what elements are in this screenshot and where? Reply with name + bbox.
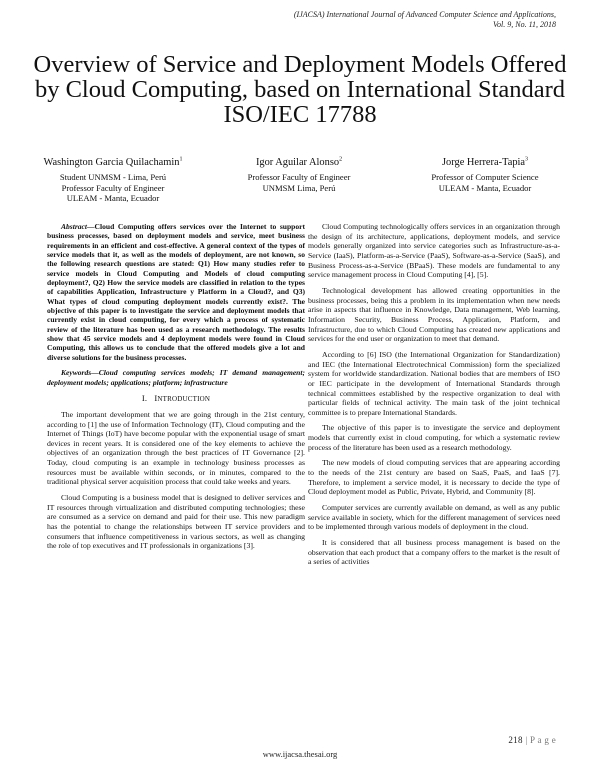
running-head <box>136 10 556 30</box>
keywords-text: —Cloud computing services models; IT demand management; deployment models; applications; platform; infrastructure <box>47 368 305 387</box>
author-sup: 1 <box>179 156 183 163</box>
author-affiliation: ULEAM - Manta, Ecuador <box>438 182 532 193</box>
author-affiliation: ULEAM - Manta, Ecuador <box>66 193 160 204</box>
body-paragraph: Cloud Computing is a business model that is designed to deliver services and IT resources through virtualization and distributed computing technologies; these are consumed as a service on demand and paid for their use. This new paradigm has the potential to change the relationships between IT service providers and consumers that influence competitiveness in various sectors, as well as changing the role of top executives and IT professionals in organizations [3]. <box>47 493 305 551</box>
paper-title: Overview of Service and Deployment Models Offered by Cloud Computing, based on International Standard ISO/IEC 17788 <box>33 51 567 128</box>
author-affiliation: Professor Faculty of Engineer <box>61 182 165 193</box>
author-sup: 3 <box>525 156 529 163</box>
section-first-letter: I <box>154 392 158 403</box>
journal-volume: Vol. 9, No. 11, 2018 <box>493 20 556 29</box>
page-separator: | <box>522 735 530 745</box>
body-paragraph: According to [6] ISO (the International Organization for Standardization) and IEC (the International Electrotechnical Commission) form the specialized system for worldwide standardization. National bodies that are members of ISO or IEC participate in the development of International Standards through technical committees established by the respective organization to deal with particular fields of technical activity. The main task of the joint technical committee is to prepare International Standards. <box>308 349 560 417</box>
body-paragraph: Computer services are currently available on demand, as well as any public service available in society, which for the different management of services need to be implemented through various models of deployment in the cloud. <box>308 503 560 532</box>
author-name: Washington Garcia Quilachamin <box>43 157 180 168</box>
abstract-text: —Cloud Computing offers services over the Internet to support business processes, based on deployment models and service, meet business requirements in an efficient and cost-effective. A general context of the types of service models that it, as well as the models of deployment, are not known, so the following research questions are stated: Q1) How many studies refer to service models in Cloud Computing and Models of cloud computing deployment?, Q2) How the service models are classified in relation to the types of capabilities Application, Infrastructure y Platform in a Cloud?, and Q3) What types of cloud computing deployment models currently exist?. The objective of this paper is to investigate the service and deployment models that currently exist in cloud computing, for every which a process of systematic review of the literature has been used as a research methodology. The results show that 45 service models and 4 deployment models were found in Cloud Computing, this allows us to conclude that the offered models give a lot and diverse solutions for the business processes. <box>47 222 305 362</box>
author-3 <box>390 156 580 193</box>
author-sup: 2 <box>339 156 343 163</box>
body-paragraph: The important development that we are going through in the 21st century, according to [1] the use of Information Technology (IT), Cloud computing and the Internet of Things (IoT) have become popular with the exponential usage of smart devices in recent years. It is considered one of the key elements to achieve the objectives of an organization through the best practices of IT Governance [2]. Today, cloud computing is an example in technology business processes as resources must be available within seconds, or in minutes, compared to the traditional physical server acquisition process that could take weeks and years. <box>47 409 305 487</box>
page-word: P a g e <box>529 735 556 745</box>
author-name: Igor Aguilar Alonso <box>255 157 340 168</box>
author-block <box>18 156 582 216</box>
keywords <box>47 368 305 387</box>
page-number-value: 218 <box>508 735 523 745</box>
abstract <box>47 222 305 362</box>
author-affiliation: Student UNMSM - Lima, Perú <box>59 172 167 182</box>
journal-url[interactable]: www.ijacsa.thesai.org <box>262 749 338 759</box>
abstract-lead: Abstract <box>61 222 87 231</box>
body-paragraph: Technological development has allowed creating opportunities in the business processes, being this a problem in its implementation when new needs arise in aspects that influence in Knowledge, Data management, Web learning, Information Security, Business Process, Application, Platform, and Infrastructure, due to which Cloud Computing has created new applications and services for the end user or organization to meet that demand. <box>308 285 560 344</box>
author-affiliation: UNMSM Lima, Perú <box>262 182 336 193</box>
section-numeral: I. <box>141 392 148 403</box>
author-name: Jorge Herrera-Tapia <box>441 157 526 168</box>
page-number <box>508 735 556 745</box>
body-paragraph: Cloud Computing technologically offers services in an organization through the design of its architecture, applications, deployment models, and service models generally organized into service categories such as Infrastructure-as-a-Service (IaaS), Platform-as-a-Service (PaaS), Software-as-a-Service (SaaS), and Business Process-as-a-Service (BPaaS). These models are fundamental to any service management process in Cloud Computing [4], [5]. <box>308 222 560 280</box>
body-paragraph: It is considered that all business process management is based on the observation that each product that a company offers to the market is the result of a series of activities <box>308 538 560 567</box>
section-heading-introduction <box>47 393 305 405</box>
author-1 <box>18 156 208 204</box>
left-column <box>47 222 305 557</box>
body-paragraph: The new models of cloud computing services that are appearing according to the needs of the 21st century are based on SaaS, PaaS, and IaaS [7]. Therefore, to implement a service model, it is necessary to decide the type of Cloud deployment model as Public, Private, Hybrid, and Community [8]. <box>308 458 560 497</box>
journal-name: (IJACSA) International Journal of Advanced Computer Science and Applications, <box>293 10 556 19</box>
section-title-rest: NTRODUCTION <box>157 394 211 403</box>
keywords-lead: Keywords <box>61 368 92 378</box>
author-2 <box>204 156 394 193</box>
author-affiliation: Professor Faculty of Engineer <box>247 172 351 182</box>
body-paragraph: The objective of this paper is to investigate the service and deployment models that currently exist in cloud computing, for which a systematic review process of the literature has been used as a research methodology. <box>308 423 560 452</box>
author-affiliation: Professor of Computer Science <box>431 172 539 182</box>
right-column <box>308 222 560 573</box>
